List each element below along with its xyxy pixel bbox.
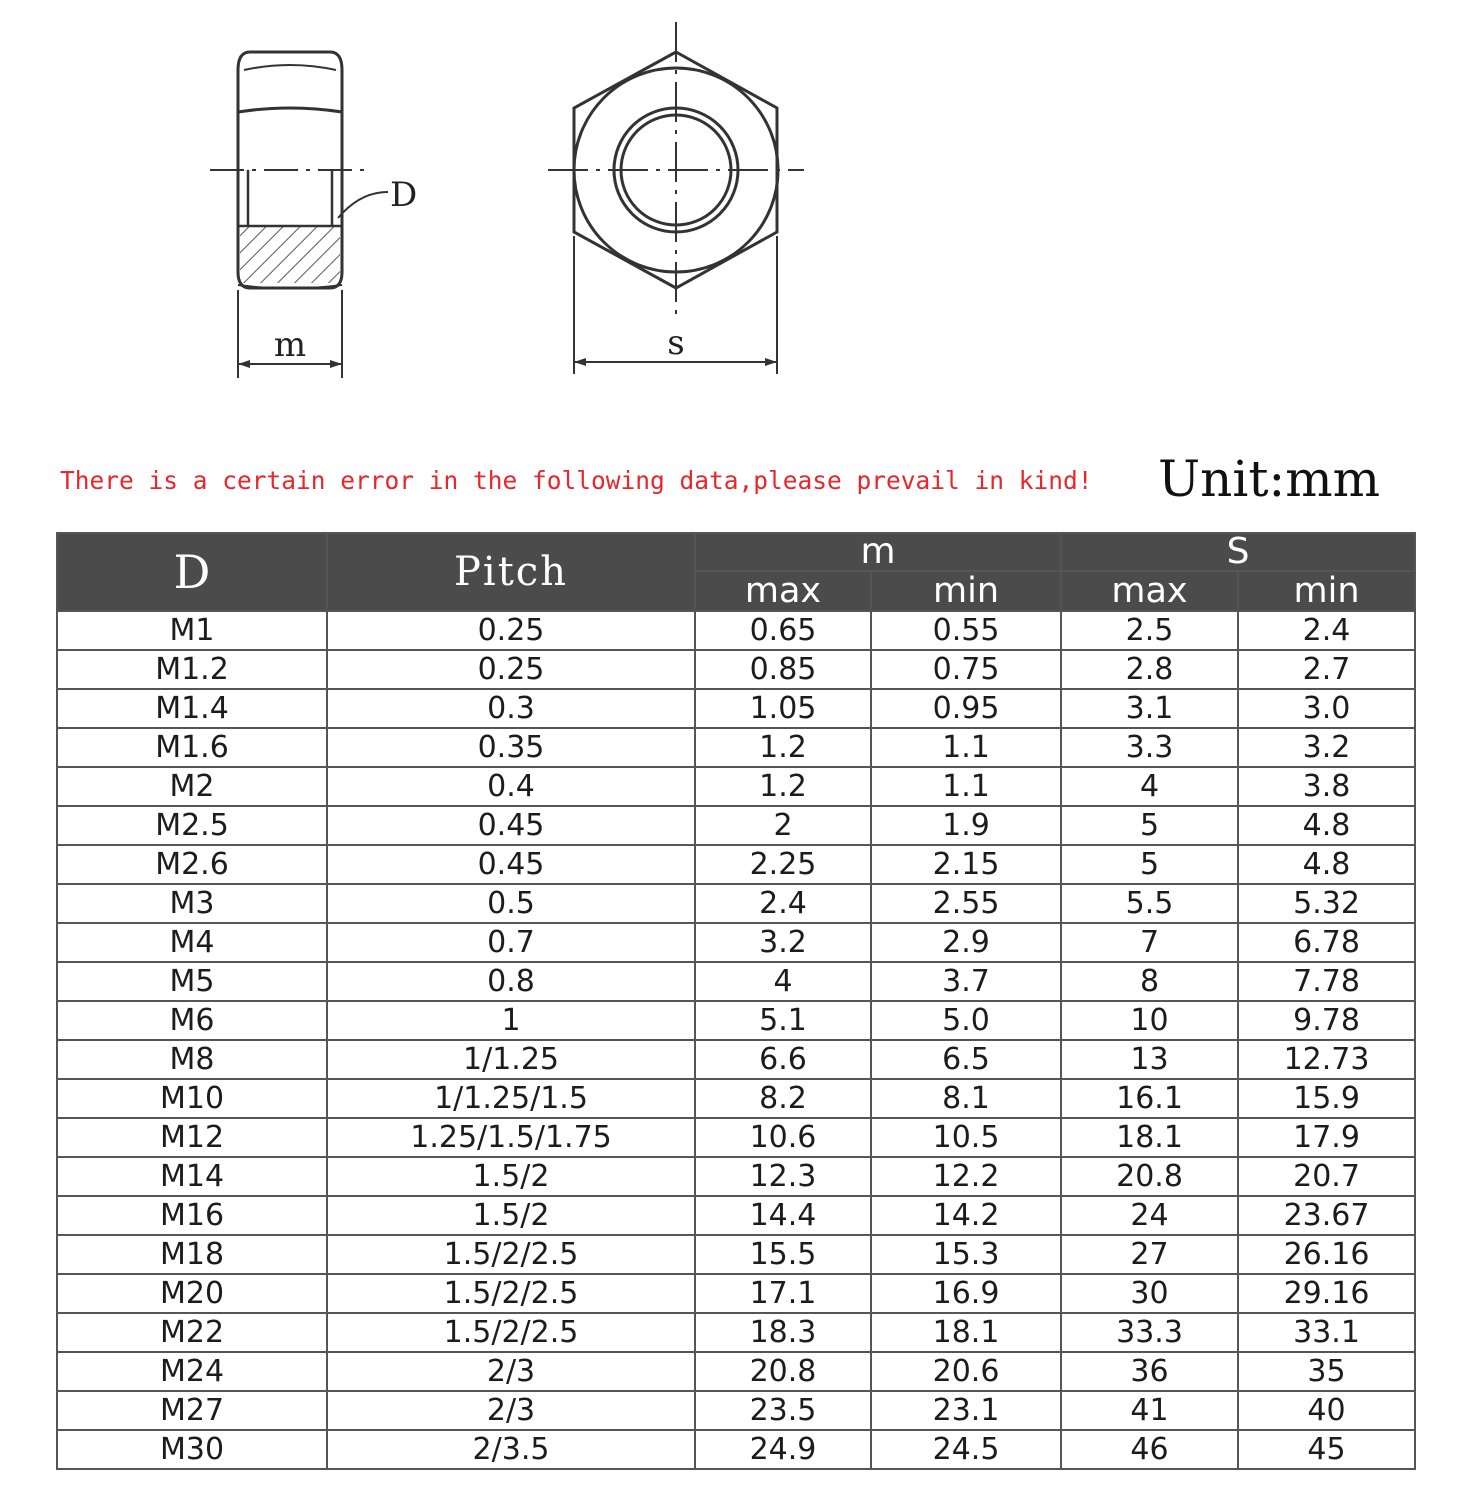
- cell-m-max: 12.3: [695, 1157, 871, 1196]
- cell-pitch: 0.25: [327, 650, 695, 689]
- table-row: [57, 962, 1415, 1001]
- unit-label: Unit:mm: [1158, 450, 1381, 508]
- cell-pitch: 1.25/1.5/1.75: [327, 1118, 695, 1157]
- cell-m-min: 24.5: [871, 1430, 1061, 1469]
- cell-m-min: 2.9: [871, 923, 1061, 962]
- hex-nut-spec-table: [56, 532, 1416, 1470]
- cell-m-max: 4: [695, 962, 871, 1001]
- cell-s-min: 12.73: [1238, 1040, 1415, 1079]
- cell-d: M27: [57, 1391, 327, 1430]
- table-row: [57, 1196, 1415, 1235]
- cell-d: M1.6: [57, 728, 327, 767]
- cell-s-min: 9.78: [1238, 1001, 1415, 1040]
- cell-s-min: 35: [1238, 1352, 1415, 1391]
- cell-pitch: 1.5/2/2.5: [327, 1313, 695, 1352]
- cell-pitch: 1.5/2: [327, 1196, 695, 1235]
- cell-m-min: 23.1: [871, 1391, 1061, 1430]
- cell-d: M10: [57, 1079, 327, 1118]
- cell-d: M5: [57, 962, 327, 1001]
- cell-s-min: 26.16: [1238, 1235, 1415, 1274]
- cell-d: M8: [57, 1040, 327, 1079]
- cell-pitch: 1.5/2/2.5: [327, 1274, 695, 1313]
- cell-s-max: 8: [1061, 962, 1238, 1001]
- error-disclaimer: There is a certain error in the following data,please prevail in kind!: [60, 466, 1093, 495]
- table-row: [57, 767, 1415, 806]
- cell-m-max: 15.5: [695, 1235, 871, 1274]
- cell-d: M14: [57, 1157, 327, 1196]
- table-row: [57, 611, 1415, 650]
- header-m-min: min: [871, 571, 1061, 611]
- cell-s-min: 2.4: [1238, 611, 1415, 650]
- cell-s-min: 3.2: [1238, 728, 1415, 767]
- cell-pitch: 0.45: [327, 806, 695, 845]
- cell-s-min: 33.1: [1238, 1313, 1415, 1352]
- hex-nut-drawing: [0, 0, 1460, 420]
- cell-d: M2.5: [57, 806, 327, 845]
- hex-nut-technical-drawing: [0, 0, 1460, 420]
- label-m: m: [273, 325, 307, 365]
- cell-m-min: 12.2: [871, 1157, 1061, 1196]
- cell-s-min: 4.8: [1238, 845, 1415, 884]
- cell-m-max: 1.05: [695, 689, 871, 728]
- cell-m-max: 2.25: [695, 845, 871, 884]
- cell-s-max: 4: [1061, 767, 1238, 806]
- cell-s-max: 7: [1061, 923, 1238, 962]
- cell-s-max: 2.5: [1061, 611, 1238, 650]
- cell-d: M22: [57, 1313, 327, 1352]
- cell-d: M1.2: [57, 650, 327, 689]
- cell-m-min: 1.1: [871, 728, 1061, 767]
- cell-m-max: 1.2: [695, 728, 871, 767]
- cell-m-min: 1.1: [871, 767, 1061, 806]
- cell-m-min: 8.1: [871, 1079, 1061, 1118]
- table-row: [57, 1118, 1415, 1157]
- table-row: [57, 1235, 1415, 1274]
- header-s-min: min: [1238, 571, 1415, 611]
- cell-pitch: 1: [327, 1001, 695, 1040]
- cell-s-max: 13: [1061, 1040, 1238, 1079]
- cell-pitch: 1.5/2/2.5: [327, 1235, 695, 1274]
- cell-m-min: 15.3: [871, 1235, 1061, 1274]
- front-view: [548, 22, 804, 374]
- table-row: [57, 1352, 1415, 1391]
- cell-s-min: 3.8: [1238, 767, 1415, 806]
- cell-pitch: 1/1.25/1.5: [327, 1079, 695, 1118]
- table-row: [57, 1430, 1415, 1469]
- cell-s-min: 17.9: [1238, 1118, 1415, 1157]
- cell-m-max: 10.6: [695, 1118, 871, 1157]
- cell-m-max: 0.85: [695, 650, 871, 689]
- cell-m-min: 20.6: [871, 1352, 1061, 1391]
- cell-m-max: 2: [695, 806, 871, 845]
- cell-pitch: 0.35: [327, 728, 695, 767]
- table-row: [57, 884, 1415, 923]
- cell-pitch: 2/3: [327, 1352, 695, 1391]
- cell-s-min: 20.7: [1238, 1157, 1415, 1196]
- cell-s-max: 16.1: [1061, 1079, 1238, 1118]
- cell-d: M12: [57, 1118, 327, 1157]
- cell-m-max: 24.9: [695, 1430, 871, 1469]
- cell-s-min: 45: [1238, 1430, 1415, 1469]
- cell-pitch: 2/3: [327, 1391, 695, 1430]
- cell-d: M16: [57, 1196, 327, 1235]
- cell-m-min: 2.15: [871, 845, 1061, 884]
- cell-s-min: 40: [1238, 1391, 1415, 1430]
- cell-pitch: 0.8: [327, 962, 695, 1001]
- cell-pitch: 2/3.5: [327, 1430, 695, 1469]
- header-s-max: max: [1061, 571, 1238, 611]
- header-m-group: m: [695, 533, 1061, 571]
- cell-pitch: 0.45: [327, 845, 695, 884]
- cell-m-max: 6.6: [695, 1040, 871, 1079]
- cell-s-min: 6.78: [1238, 923, 1415, 962]
- cell-d: M20: [57, 1274, 327, 1313]
- cell-s-max: 3.1: [1061, 689, 1238, 728]
- table-body: [57, 611, 1415, 1469]
- table-row: [57, 806, 1415, 845]
- cell-d: M1: [57, 611, 327, 650]
- cell-s-min: 29.16: [1238, 1274, 1415, 1313]
- table-row: [57, 1313, 1415, 1352]
- cell-s-min: 2.7: [1238, 650, 1415, 689]
- cell-s-max: 36: [1061, 1352, 1238, 1391]
- cell-m-min: 3.7: [871, 962, 1061, 1001]
- cell-d: M3: [57, 884, 327, 923]
- table-row: [57, 1157, 1415, 1196]
- cell-pitch: 0.7: [327, 923, 695, 962]
- table-row: [57, 650, 1415, 689]
- cell-m-max: 20.8: [695, 1352, 871, 1391]
- cell-pitch: 0.4: [327, 767, 695, 806]
- cell-d: M1.4: [57, 689, 327, 728]
- cell-s-max: 10: [1061, 1001, 1238, 1040]
- cell-d: M6: [57, 1001, 327, 1040]
- cell-s-max: 33.3: [1061, 1313, 1238, 1352]
- cell-s-max: 20.8: [1061, 1157, 1238, 1196]
- cell-pitch: 0.3: [327, 689, 695, 728]
- cell-s-max: 27: [1061, 1235, 1238, 1274]
- cell-s-max: 30: [1061, 1274, 1238, 1313]
- cell-s-max: 41: [1061, 1391, 1238, 1430]
- cell-s-min: 5.32: [1238, 884, 1415, 923]
- cell-m-max: 17.1: [695, 1274, 871, 1313]
- cell-m-min: 10.5: [871, 1118, 1061, 1157]
- table-row: [57, 728, 1415, 767]
- cell-m-min: 0.55: [871, 611, 1061, 650]
- header-m-max: max: [695, 571, 871, 611]
- cell-s-min: 23.67: [1238, 1196, 1415, 1235]
- cell-m-min: 18.1: [871, 1313, 1061, 1352]
- header-pitch: Pitch: [327, 533, 695, 611]
- cell-m-min: 6.5: [871, 1040, 1061, 1079]
- cell-s-max: 24: [1061, 1196, 1238, 1235]
- cell-s-min: 4.8: [1238, 806, 1415, 845]
- table-row: [57, 845, 1415, 884]
- cell-m-max: 18.3: [695, 1313, 871, 1352]
- label-s: s: [667, 323, 685, 363]
- cell-m-max: 23.5: [695, 1391, 871, 1430]
- cell-s-min: 3.0: [1238, 689, 1415, 728]
- cell-m-max: 14.4: [695, 1196, 871, 1235]
- cell-m-min: 0.95: [871, 689, 1061, 728]
- cell-s-max: 5: [1061, 845, 1238, 884]
- cell-s-max: 5: [1061, 806, 1238, 845]
- cell-m-min: 1.9: [871, 806, 1061, 845]
- cell-s-min: 15.9: [1238, 1079, 1415, 1118]
- table-row: [57, 1040, 1415, 1079]
- cell-d: M30: [57, 1430, 327, 1469]
- cell-s-max: 18.1: [1061, 1118, 1238, 1157]
- cell-d: M2.6: [57, 845, 327, 884]
- cell-d: M18: [57, 1235, 327, 1274]
- cell-d: M2: [57, 767, 327, 806]
- cell-m-max: 8.2: [695, 1079, 871, 1118]
- cell-m-min: 14.2: [871, 1196, 1061, 1235]
- table-row: [57, 1274, 1415, 1313]
- table-row: [57, 689, 1415, 728]
- table-row: [57, 923, 1415, 962]
- cell-d: M4: [57, 923, 327, 962]
- cell-m-max: 5.1: [695, 1001, 871, 1040]
- label-d: D: [390, 175, 418, 215]
- table-row: [57, 1079, 1415, 1118]
- table-row: [57, 1001, 1415, 1040]
- table-row: [57, 1391, 1415, 1430]
- cell-s-max: 46: [1061, 1430, 1238, 1469]
- cell-s-max: 5.5: [1061, 884, 1238, 923]
- cell-m-min: 2.55: [871, 884, 1061, 923]
- cell-pitch: 0.5: [327, 884, 695, 923]
- cell-m-max: 3.2: [695, 923, 871, 962]
- cell-pitch: 1/1.25: [327, 1040, 695, 1079]
- header-d: D: [57, 533, 327, 611]
- cell-s-min: 7.78: [1238, 962, 1415, 1001]
- cell-m-min: 5.0: [871, 1001, 1061, 1040]
- cell-m-max: 0.65: [695, 611, 871, 650]
- table-header: [57, 533, 1415, 611]
- cell-m-max: 2.4: [695, 884, 871, 923]
- cell-d: M24: [57, 1352, 327, 1391]
- cell-s-max: 3.3: [1061, 728, 1238, 767]
- cell-pitch: 1.5/2: [327, 1157, 695, 1196]
- cell-s-max: 2.8: [1061, 650, 1238, 689]
- cell-pitch: 0.25: [327, 611, 695, 650]
- header-s-group: S: [1061, 533, 1415, 571]
- cell-m-min: 16.9: [871, 1274, 1061, 1313]
- cell-m-min: 0.75: [871, 650, 1061, 689]
- cell-m-max: 1.2: [695, 767, 871, 806]
